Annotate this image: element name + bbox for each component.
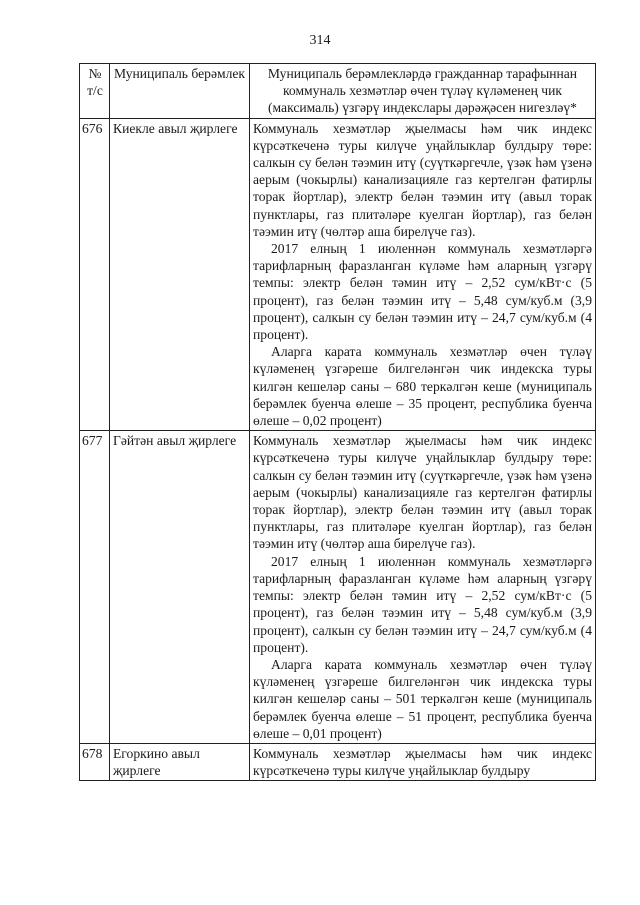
justification-paragraph: Коммуналь хезмәтләр җыелмасы һәм чик индекс күрсәткеченә туры килүче уңайлыклар булдыру: [253, 745, 592, 779]
justification-paragraph: Аларга карата коммуналь хезмәтләр өчен түләү күләменең үзгәреше билгеләнгән чик индекска туры килгән кешеләр саны – 680 теркәлгән кеше (муниципаль берәмлек буенча өлеше – 35 процент, республика буенча өлеше – 0,02 процент): [253, 344, 592, 429]
justification-paragraph: Коммуналь хезмәтләр җыелмасы һәм чик индекс күрсәткеченә туры килүче уңайлыклар булдыру төре: салкын су белән тәэмин итү (суүткәргечле, үзәк һәм үзенә аерым (чокырлы) канализацияле газ кертелгән фатирлы торак йортлар), электр белән тәэмин итү (авыл торак пунктлары, газ плитәләре куелган йортлар), газ белән тәэмин итү (чөлтәр аша бирелүче газ).: [253, 120, 592, 239]
header-municipality: Муниципаль берәмлек: [110, 64, 250, 119]
table-row: [80, 118, 596, 431]
page-number: 314: [309, 33, 331, 48]
data-table: [79, 63, 596, 781]
justification-paragraph: Коммуналь хезмәтләр җыелмасы һәм чик индекс күрсәткеченә туры килүче уңайлыклар булдыру төре: салкын су белән тәэмин итү (суүткәргечле, үзәк һәм үзенә аерым (чокырлы) канализацияле газ кертелгән фатирлы торак йортлар), электр белән тәэмин итү (авыл торак пунктлары, газ плитәләре куелган йортлар), газ белән тәэмин итү (чөлтәр аша бирелүче газ).: [253, 433, 592, 552]
row-number: 677: [80, 431, 110, 744]
row-municipality: Егоркино авыл җирлеге: [110, 743, 250, 780]
justification-paragraph: Аларга карата коммуналь хезмәтләр өчен түләү күләменең үзгәреше билгеләнгән чик индекска туры килгән кешеләр саны – 501 теркәлгән кеше (муниципаль берәмлек буенча өлеше – 51 процент, республика буенча өлеше – 0,01 процент): [253, 656, 592, 741]
row-number: 678: [80, 743, 110, 780]
table-row: [80, 431, 596, 744]
header-justification: Муниципаль берәмлекләрдә гражданнар тарафыннан коммуналь хезмәтләр өчен түләү күләменең чик (максималь) үзгәрү индекслары дәрәҗәсен нигезләү*: [250, 64, 596, 119]
justification-paragraph: 2017 елның 1 июленнән коммуналь хезмәтләргә тарифларның фаразланган күләме һәм аларның үзгәрү темпы: электр белән тәмин итү – 2,52 сум/кВт·с (5 процент), газ белән тәэмин итү – 5,48 сум/куб.м (3,9 процент), салкын су белән тәэмин итү – 24,7 сум/куб.м (4 процент).: [253, 241, 592, 343]
header-number: № т/с: [80, 64, 110, 119]
justification-paragraph: 2017 елның 1 июленнән коммуналь хезмәтләргә тарифларның фаразланган күләме һәм аларның үзгәрү темпы: электр белән тәмин итү – 2,52 сум/кВт·с (5 процент), газ белән тәэмин итү – 5,48 сум/куб.м (3,9 процент), салкын су белән тәэмин итү – 24,7 сум/куб.м (4 процент).: [253, 553, 592, 655]
table-row: [80, 743, 596, 780]
row-justification: [250, 431, 596, 744]
row-municipality: Киекле авыл җирлеге: [110, 118, 250, 431]
table-header-row: [80, 64, 596, 119]
row-number: 676: [80, 118, 110, 431]
row-justification: [250, 743, 596, 780]
row-justification: [250, 118, 596, 431]
row-municipality: Гәйтән авыл җирлеге: [110, 431, 250, 744]
